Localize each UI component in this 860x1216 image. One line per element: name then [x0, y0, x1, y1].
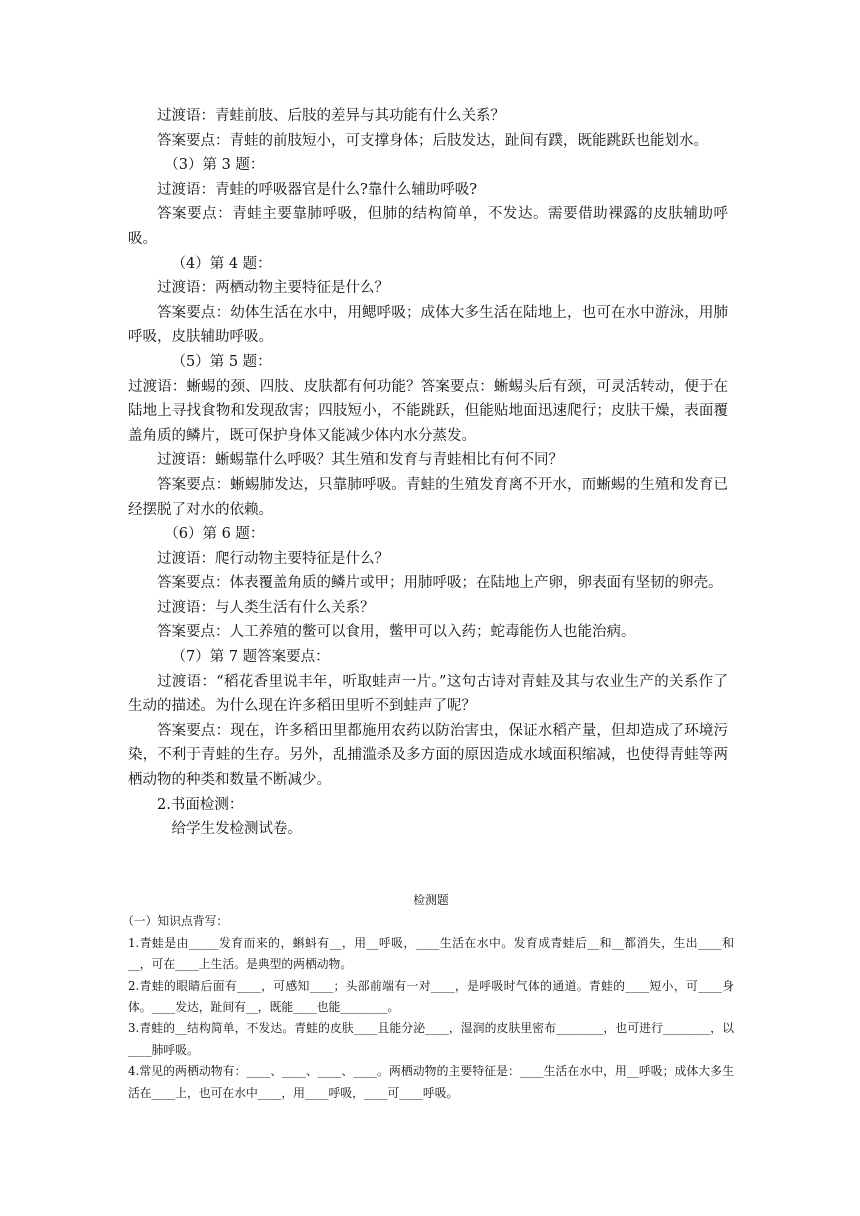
test-title: 检测题	[413, 893, 449, 907]
test-section	[122, 890, 734, 1104]
paragraph: （3）第 3 题：	[164, 157, 265, 174]
paragraph: 给学生发检测试卷。	[171, 821, 302, 838]
paragraph: （5）第 5 题：	[171, 353, 272, 370]
paragraph: 答案要点：青蛙的前肢短小，可支撑身体；后肢发达，趾间有蹼，既能跳跃也能划水。	[157, 132, 708, 149]
test-question: 3.青蛙的__结构简单，不发达。青蛙的皮肤____且能分泌____，湿润的皮肤里密布________，也可进行________，以____肺呼吸。	[128, 1021, 734, 1057]
paragraph: 过渡语：“稻花香里说丰年，听取蛙声一片。”这句古诗对青蛙及其与农业生产的关系作了生动的描述。为什么现在许多稻田里听不到蛙声了呢？	[128, 673, 728, 715]
test-question: 1.青蛙是由_____发育而来的，蝌蚪有__，用__呼吸，____生活在水中。发育成青蛙后__和__都消失，生出____和__，可在____上生活。是典型的两栖动物。	[128, 935, 734, 972]
paragraph: 答案要点：人工养殖的鳖可以食用，鳖甲可以入药；蛇毒能伤人也能治病。	[157, 624, 636, 641]
paragraph: 答案要点：现在，许多稻田里都施用农药以防治害虫，保证水稻产量，但却造成了环境污染，不利于青蛙的生存。另外，乱捕滥杀及多方面的原因造成水域面积缩减，也使得青蛙等两栖动物的种类和数量不断减少。	[128, 722, 728, 789]
paragraph: 答案要点：体表覆盖角质的鳞片或甲；用肺呼吸；在陆地上产卵，卵表面有坚韧的卵壳。	[157, 575, 723, 592]
test-question: 2.青蛙的眼睛后面有____，可感知____；头部前端有一对____，是呼吸时气体的通道。青蛙的____短小，可____身体。____发达，趾间有__，既能____也能________。	[128, 978, 734, 1015]
paragraph: （4）第 4 题：	[171, 255, 272, 272]
paragraph: 过渡语：蜥蜴的颈、四肢、皮肤都有何功能？答案要点：蜥蜴头后有颈，可灵活转动，便于在陆地上寻找食物和发现敌害；四肢短小，不能跳跃，但能贴地面迅速爬行；皮肤干燥，表面覆盖角质的鳞片，既可保护身体又能减少体内水分蒸发。	[128, 378, 728, 444]
lesson-body	[128, 104, 728, 842]
paragraph: 过渡语：青蛙前肢、后肢的差异与其功能有什么关系？	[157, 108, 505, 124]
paragraph: （7）第 7 题答案要点：	[171, 649, 330, 666]
paragraph: 答案要点：蜥蜴肺发达，只靠肺呼吸。青蛙的生殖发育离不开水，而蜥蜴的生殖和发育已经摆脱了对水的依赖。	[128, 476, 728, 518]
paragraph: 过渡语：蜥蜴靠什么呼吸？其生殖和发育与青蛙相比有何不同？	[157, 452, 563, 469]
paragraph: 答案要点：青蛙主要靠肺呼吸，但肺的结构简单，不发达。需要借助裸露的皮肤辅助呼吸。	[128, 206, 728, 247]
paragraph: 过渡语：爬行动物主要特征是什么？	[157, 550, 389, 567]
test-question: 4.常见的两栖动物有：____、____、____、____。两栖动物的主要特征是：____生活在水中，用__呼吸；成体大多生活在____上，也可在水中____，用____呼吸，____可____呼吸。	[128, 1064, 734, 1100]
paragraph: 答案要点：幼体生活在水中，用鳃呼吸；成体大多生活在陆地上，也可在水中游泳，用肺呼吸，皮肤辅助呼吸。	[128, 304, 728, 346]
paragraph: （6）第 6 题：	[164, 526, 265, 543]
paragraph: 过渡语：两栖动物主要特征是什么？	[157, 280, 389, 297]
test-subsection-heading: （一）知识点背写：	[122, 914, 229, 929]
paragraph: 过渡语：与人类生活有什么关系？	[157, 599, 375, 616]
paragraph: 过渡语：青蛙的呼吸器官是什么?靠什么辅助呼吸?	[157, 181, 478, 198]
paragraph: 2.书面检测：	[157, 796, 244, 813]
